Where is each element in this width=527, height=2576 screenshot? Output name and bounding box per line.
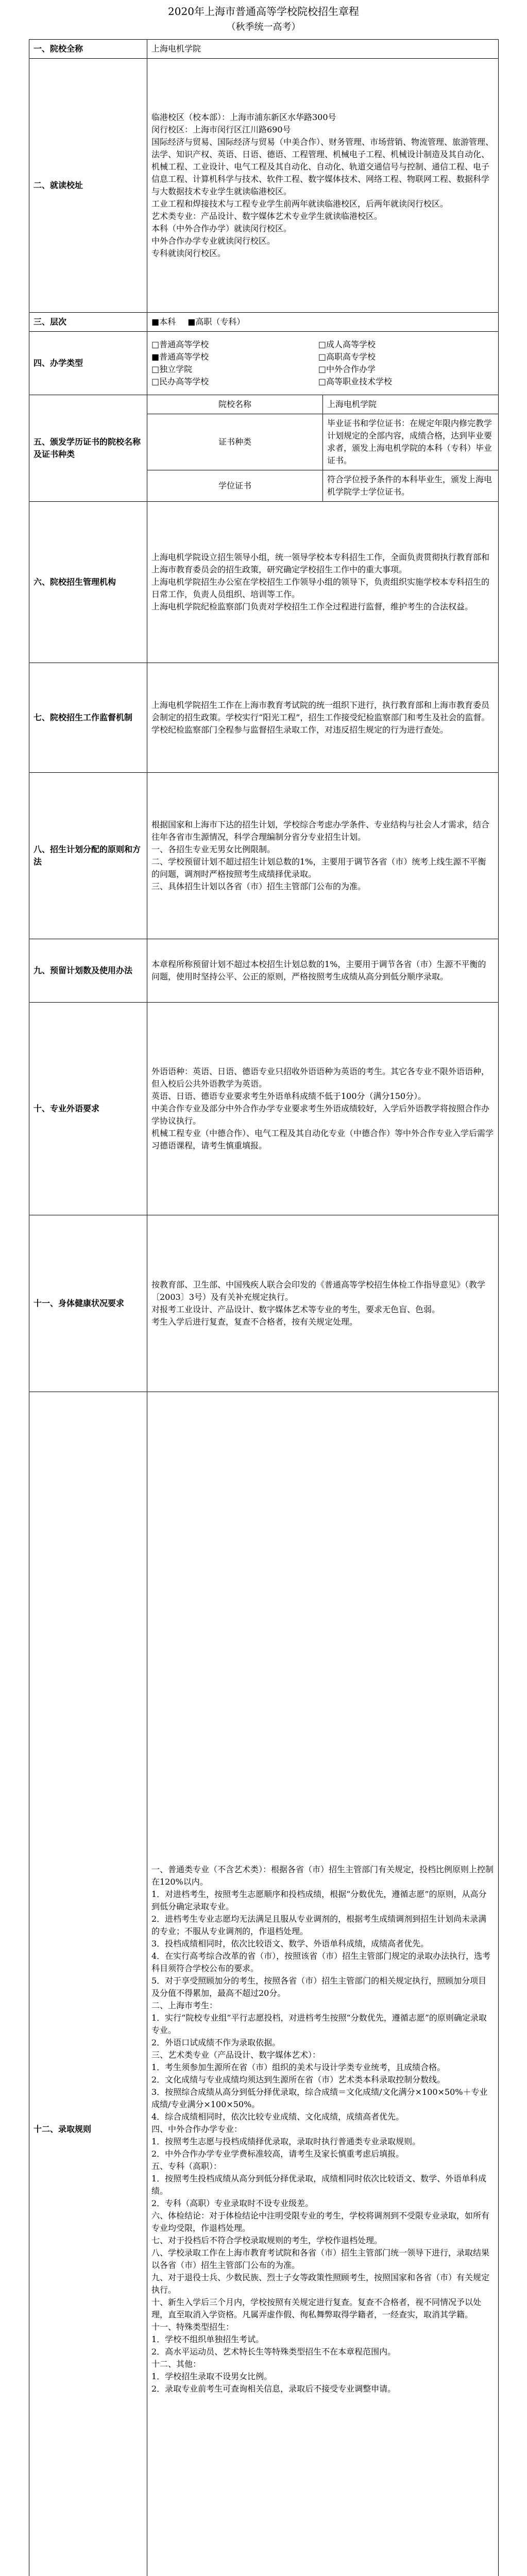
row-content: [147, 332, 499, 395]
sub-label: 学位证书: [147, 470, 323, 502]
row-content: [147, 1392, 499, 2576]
text-line: 国际经济与贸易、国际经济与贸易（中美合作）、财务管理、市场营销、物流管理、旅游管理、法学、知识产权、英语、日语、德语、工程管理、机械电子工程、机械设计制造及其自动化、机械工程、工业设计、电气工程及其自动化、自动化、轨道交通信号与控制、通信工程、电子信息工程、计算机科学与技术、软件工程、数字媒体技术、网络工程、物联网工程、数据科学与大数据技术专业学生就读临港校区。: [151, 137, 494, 196]
regulation-table: [29, 39, 499, 2576]
text-line: 本章程所称预留计划不超过本校招生计划总数的1%，主要用于调节各省（市）生源不平衡的问题，使用时坚持公平、公正的原则，严格按照考生成绩从高分到低分顺序录取。: [151, 959, 486, 981]
row-value: 上海电机学院: [147, 40, 499, 59]
text-line: 艺术类专业：产品设计、数字媒体艺术专业学生就读临港校区。: [151, 211, 383, 221]
row-certificate: [29, 395, 499, 414]
row-supervision: [29, 663, 499, 773]
text-line: 九、对于退役士兵、少数民族、烈士子女等政策性照顾考生，按照国家和各省（市）有关规定执行。: [151, 2273, 490, 2295]
text-line: 一、各招生专业无男女比例限制。: [151, 844, 276, 854]
text-line: 十二、其他：: [151, 2359, 201, 2369]
text-line: 1．实行“院校专业组”平行志愿投档，对进档考生按照“分数优先，遵循志愿”的原则确定录取专业。: [151, 2013, 487, 2035]
checkbox-option: ■高职（专科）: [188, 317, 245, 327]
text-line: 根据国家和上海市下达的招生计划，学校综合考虑办学条件、专业结构与社会人才需求，结合往年各省市生源情况，科学合理编制分省分专业招生计划。: [151, 820, 490, 842]
text-line: 考生入学后进行复查，复查不合格者，按有关规定处理。: [151, 1317, 358, 1327]
text-line: 英语、日语、德语专业要求考生外语单科成绩不低于100分（满分150分）。: [151, 1091, 427, 1101]
text-line: 按教育部、卫生部、中国残疾人联合会印发的《普通高等学校招生体检工作指导意见》（教学〔2003〕3号）及有关补充规定执行。: [151, 1280, 486, 1302]
text-line: 2．进档考生专业志愿均无法满足且服从专业调剂的，根据考生成绩调剂到招生计划尚未录满的专业；不服从专业调剂的，作退档处理。: [151, 1914, 487, 1936]
row-campus: [29, 59, 499, 313]
text-line: 4．在实行高考综合改革的省（市），按照该省（市）招生主管部门规定的录取办法执行，选考科目须符合学校公布的要求。: [151, 1951, 491, 1973]
text-line: 2．中外合作办学专业学费标准较高，请考生及家长慎重考虑后填报。: [151, 2149, 404, 2159]
text-line: 中美合作专业及部分中外合作办学专业要求考生外语成绩较好，入学后外语教学将按照合作办学协议执行。: [151, 1104, 490, 1126]
row-label: 二、就读校址: [29, 59, 147, 313]
row-school-type: [29, 332, 499, 395]
text-line: 1．学校不组织单独招生考试。: [151, 2334, 264, 2344]
text-line: 三、艺术类专业（产品设计、数字媒体艺术）：: [151, 2050, 321, 2060]
text-line: 中外合作办学专业就读闵行校区。: [151, 236, 276, 246]
row-label: 七、院校招生工作监督机制: [29, 663, 147, 773]
row-admission-rules: [29, 1392, 499, 2576]
text-line: 机械工程专业（中德合作）、电气工程及其自动化专业（中德合作）等中外合作专业入学后需学习德语课程，请考生慎重填报。: [151, 1128, 494, 1150]
text-line: 对报考工业设计、产品设计、数字媒体艺术等专业的考生，要求无色盲、色弱。: [151, 1304, 440, 1314]
text-line: 3．投档成绩相同时，依次比较语文、数学、外语单科成绩，成绩高者优先。: [151, 1939, 429, 1948]
row-content: [147, 1215, 499, 1392]
checkbox-option: □高等职业技术学校: [318, 377, 393, 386]
text-line: 十一、特殊类型招生：: [151, 2322, 234, 2332]
checkbox-option: □普通高等学校: [151, 340, 209, 349]
text-line: 四、中外合作办学专业：: [151, 2124, 243, 2134]
text-line: 4．综合成绩相同时，依次比较专业成绩、文化成绩，成绩高者优先。: [151, 2112, 404, 2122]
row-label: 三、层次: [29, 313, 147, 332]
text-line: 专科就读闵行校区。: [151, 248, 226, 258]
row-label: 五、颁发学历证书的院校名称及证书种类: [29, 395, 147, 502]
row-label: 十一、身体健康状况要求: [29, 1215, 147, 1392]
row-content: [147, 939, 499, 1003]
sub-value: 毕业证书和学位证书：在规定年限内修完教学计划规定的全部内容，成绩合格，达到毕业要求者，颁发上海电机学院的本科（专科）毕业证书。: [323, 414, 499, 470]
text-line: 五、专科（高职）：: [151, 2161, 222, 2171]
text-line: 2．文化成绩与专业成绩均须达到生源所在省（市）艺术类本科录取控制分数线。: [151, 2075, 446, 2084]
document-title: 2020年上海市普通高等学校院校招生章程: [168, 5, 359, 18]
row-content: [147, 663, 499, 773]
checkbox-option: ■本科: [151, 317, 176, 327]
checkbox-option: □中外合作办学: [318, 364, 376, 374]
row-content: [147, 59, 499, 313]
row-health: [29, 1215, 499, 1392]
text-line: 二、学校预留计划不超过招生计划总数的1%，主要用于调节各省（市）统考上线生源不平衡的问题，调剂时严格按照考生成绩择优录取。: [151, 857, 486, 879]
row-label: 十、专业外语要求: [29, 1003, 147, 1215]
row-plan-allocation: [29, 773, 499, 939]
text-line: 上海电机学院招生办公室在学校招生工作领导小组的领导下，负责组织实施学校本专科招生的日常工作，负责人员组织、培训等工作。: [151, 577, 490, 599]
text-line: 1．学校招生录取不设男女比例。: [151, 2371, 273, 2381]
row-language: [29, 1003, 499, 1215]
checkbox-option: □民办高等学校: [151, 377, 209, 386]
row-content: [147, 1003, 499, 1215]
text-line: 临港校区（校本部）：上海市浦东新区水华路300号: [151, 112, 336, 122]
row-label: 八、招生计划分配的原则和方法: [29, 773, 147, 939]
text-line: 闵行校区：上海市闵行区江川路690号: [151, 125, 291, 134]
row-reserved-plan: [29, 939, 499, 1003]
text-line: 1．考生须参加生源所在省（市）组织的美术与设计学类专业统考，且成绩合格。: [151, 2062, 446, 2072]
text-line: 外语语种：英语、日语、德语专业只招收外语语种为英语的考生。其它各专业不限外语语种，但入校后公共外语教学为英语。: [151, 1066, 490, 1089]
text-line: 八、学校录取工作在上海市教育考试院和各省（市）招生主管部门统一领导下进行，录取结果以各省（市）招生主管部门公布的为准。: [151, 2248, 490, 2270]
text-line: 上海电机学院招生工作在上海市教育考试院的统一组织下进行，执行教育部和上海市教育委员会制定的招生政策。学校实行“阳光工程”，招生工作接受纪检监察部门和考生及社会的监督。: [151, 700, 490, 722]
sub-label: 院校名称: [147, 395, 323, 414]
row-admissions-office: [29, 502, 499, 663]
row-level: [29, 313, 499, 332]
checkbox-option: □成人高等学校: [318, 340, 376, 349]
text-line: 2．专科（高职）专业录取时不设专业级差。: [151, 2198, 314, 2208]
document-subtitle: （秋季统一高考）: [226, 22, 301, 32]
row-label: 四、办学类型: [29, 332, 147, 395]
checkbox-option: □高职高专学校: [318, 352, 376, 362]
checkbox-option: ■普通高等学校: [151, 352, 209, 362]
text-line: 2．录取专业前考生可查询相关信息，录取后不接受专业调整申请。: [151, 2384, 396, 2394]
sub-value: 上海电机学院: [323, 395, 499, 414]
row-label: 六、院校招生管理机构: [29, 502, 147, 663]
text-line: 1．对进档考生，按照考生志愿顺序和投档成绩，根据“分数优先，遵循志愿”的原则，从高分到低分确定录取专业。: [151, 1889, 487, 1911]
text-line: 一、普通类专业（不含艺术类）：根据各省（市）招生主管部门有关规定，投档比例原则上控制在120%以内。: [151, 1865, 494, 1887]
row-label: 一、院校全称: [29, 40, 147, 59]
text-line: 二、上海市考生：: [151, 2001, 218, 2010]
text-line: 三、具体招生计划以各省（市）招生主管部门公布的为准。: [151, 882, 366, 891]
text-line: 上海电机学院设立招生领导小组，统一领导学校本专科招生工作，全面负责贯彻执行教育部和上海市教育委员会的招生政策，研究确定学校招生工作中的重大事项。: [151, 552, 490, 574]
row-school-name: [29, 40, 499, 59]
text-line: 1．按照考生投档成绩从高分到低分择优录取，成绩相同时依次比较语文、数学、外语单科成绩。: [151, 2174, 487, 2196]
text-line: 十、新生入学后三个月内，学校按照有关规定进行复查。复查不合格者，视不同情况予以处理，直至取消入学资格。凡属弄虚作假、徇私舞弊取得学籍者，一经查实，取消其学籍。: [151, 2297, 482, 2319]
text-line: 工业工程和焊接技术与工程专业学生前两年就读临港校区，后两年就读闵行校区。: [151, 199, 449, 209]
text-line: 2．高水平运动员、艺术特长生等特殊类型招生不在本章程范围内。: [151, 2347, 396, 2357]
text-line: 3．按照综合成绩从高分到低分择优录取，综合成绩＝文化成绩/文化满分×100×50%＋专业成绩/专业满分×100×50%。: [151, 2087, 488, 2109]
row-label: 十二、录取规则: [29, 1392, 147, 2576]
row-content: [147, 773, 499, 939]
text-line: 1．按照考生志愿与投档成绩择优录取，录取时执行普通类专业录取规则。: [151, 2137, 421, 2146]
sub-label: 证书种类: [147, 414, 323, 470]
text-line: 2．外语口试成绩不作为录取依据。: [151, 2038, 281, 2047]
checkbox-option: □独立学院: [151, 364, 193, 374]
row-label: 九、预留计划数及使用办法: [29, 939, 147, 1003]
text-line: 本科（中外合作办学）就读闵行校区。: [151, 224, 292, 233]
row-content: [147, 502, 499, 663]
row-content: [147, 313, 499, 332]
text-line: 上海电机学院纪检监察部门负责对学校招生工作全过程进行监督，维护考生的合法权益。: [151, 602, 473, 612]
text-line: 六、体检结论：对于体检结论中注明受限专业的考生，学校将调剂到不受限专业录取，如所有专业均受限，作退档处理。: [151, 2211, 490, 2233]
text-line: 5．对于享受照顾加分的考生，按照各省（市）招生主管部门的相关规定执行，照顾加分项目及分值不得累加，最高不超过20分。: [151, 1976, 487, 1998]
sub-value: 符合学位授予条件的本科毕业生，颁发上海电机学院学士学位证书。: [323, 470, 499, 502]
text-line: 学校纪检监察部门全程参与监督招生录取工作，对违反招生规定的行为进行查处。: [151, 725, 449, 735]
text-line: 七、对于投档后不符合学校录取规则的考生，学校作退档处理。: [151, 2235, 383, 2245]
